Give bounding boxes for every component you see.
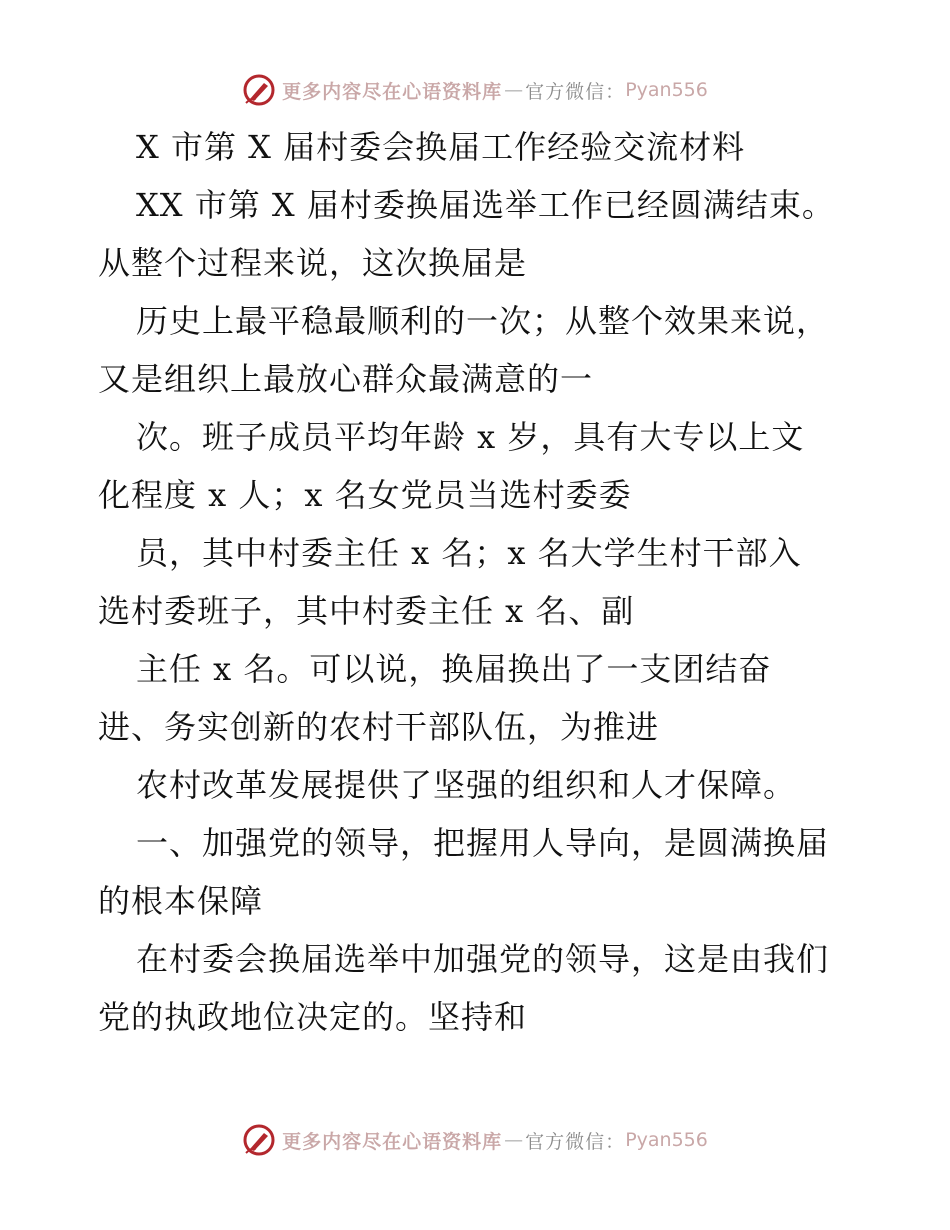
wechat-label: 官方微信： (525, 1130, 626, 1153)
section-heading: 一、加强党的领导，把握用人导向，是圆满换届 (136, 824, 830, 862)
text-line: 化程度 x 人；x 名女党员当选村委委 (98, 476, 632, 514)
text-line: 主任 x 名。可以说，换届换出了一支团结奋 (136, 650, 772, 688)
text-line: XX 市第 X 届村委换届选举工作已经圆满结束。 (136, 186, 835, 224)
pen-circle-logo-icon (242, 73, 276, 107)
pen-circle-logo-icon (242, 1123, 276, 1157)
text-line: 从整个过程来说，这次换届是 (98, 244, 528, 282)
wechat-id: Pyan556 (625, 79, 708, 101)
text-line: 在村委会换届选举中加强党的领导，这是由我们 (136, 940, 830, 978)
document-title: X 市第 X 届村委会换届工作经验交流材料 (136, 128, 746, 166)
text-line: 选村委班子，其中村委主任 x 名、副 (98, 592, 635, 630)
text-line: 党的执政地位决定的。坚持和 (98, 998, 528, 1036)
text-line: 进、务实创新的农村干部队伍，为推进 (98, 708, 660, 746)
text-line: 又是组织上最放心群众最满意的一 (98, 360, 594, 398)
text-line: 次。班子成员平均年龄 x 岁，具有大专以上文 (136, 418, 805, 456)
text-line: 历史上最平稳最顺利的一次；从整个效果来说， (136, 302, 830, 340)
text-line: 员，其中村委主任 x 名；x 名大学生村干部入 (136, 534, 802, 572)
separator: — (504, 79, 524, 101)
wechat-id: Pyan556 (625, 1129, 708, 1151)
header-watermark (0, 70, 950, 110)
document-body (98, 118, 858, 1046)
promo-text: 更多内容尽在心语资料库 (282, 1130, 503, 1153)
promo-text: 更多内容尽在心语资料库 (282, 80, 503, 103)
section-heading-cont: 的根本保障 (98, 882, 264, 920)
text-line: 农村改革发展提供了坚强的组织和人才保障。 (136, 766, 797, 804)
wechat-label: 官方微信： (525, 80, 626, 103)
separator: — (504, 1129, 524, 1151)
footer-watermark (0, 1120, 950, 1160)
